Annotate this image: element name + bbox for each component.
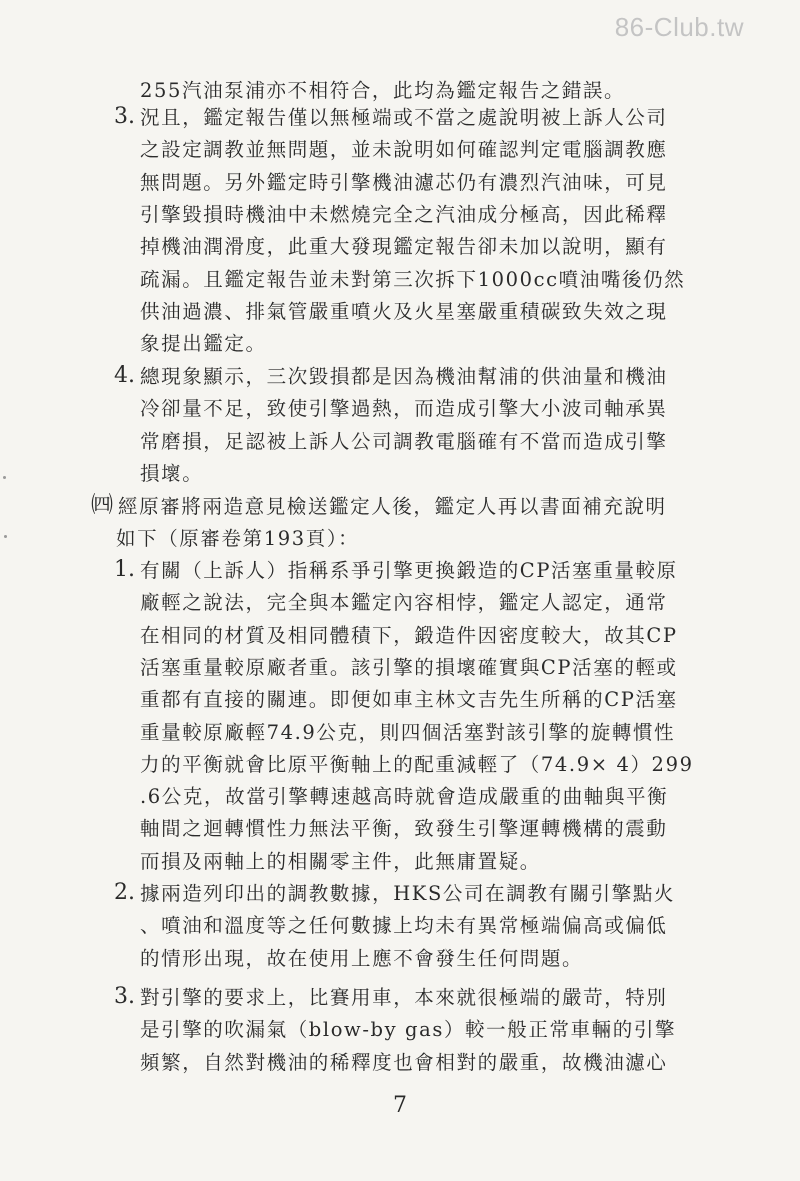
item4-line: 總現象顯示，三次毀損都是因為機油幫浦的供油量和機油 (140, 365, 668, 388)
item4-line: 冷卻量不足，致使引擎過熱，而造成引擎大小波司軸承異 (140, 397, 668, 421)
page-number: 7 (393, 1093, 407, 1118)
sub3-line: 頻繁，自然對機油的稀釋度也會相對的嚴重，故機油濾心 (140, 1050, 668, 1074)
item3-line: 掉機油潤滑度，此重大發現鑑定報告卻未加以說明，顯有 (140, 235, 668, 259)
sub2-line: 的情形出現，故在使用上應不會發生任何問題。 (140, 946, 584, 970)
item3-line: 引擎毀損時機油中未燃燒完全之汽油成分極高，因此稀釋 (140, 202, 668, 226)
sub1-line: 重都有直接的關連。即便如車主林文吉先生所稱的CP活塞 (140, 688, 678, 712)
item3-line: 象提出鑑定。 (140, 332, 267, 356)
sub2-marker: 2. (114, 880, 135, 905)
sub1-line: 在相同的材質及相同體積下，鍛造件因密度較大，故其CP (140, 623, 678, 647)
sec4-line: 經原審將兩造意見檢送鑑定人後，鑑定人再以書面補充說明 (118, 495, 667, 518)
item4-line: 損壞。 (140, 461, 204, 485)
item3-line: 無問題。另外鑑定時引擎機油濾芯仍有濃烈汽油味，可見 (140, 170, 668, 194)
sub1-line: 軸間之迴轉慣性力無法平衡，致發生引擎運轉機構的震動 (140, 817, 668, 841)
sub3-line: 是引擎的吹漏氣（blow-by gas）較一般正常車輛的引擎 (140, 1018, 677, 1042)
sec4-line: 如下（原審卷第193頁）： (116, 527, 360, 551)
sec4-marker: ㈣ (91, 493, 114, 518)
sub1-marker: 1. (114, 557, 135, 582)
sub1-line: 力的平衡就會比原平衡軸上的配重減輕了（74.9× 4）299 (140, 752, 694, 776)
site-watermark: 86-Club.tw (614, 12, 744, 42)
sub1-line: 而損及兩軸上的相關零主件，此無庸置疑。 (140, 849, 541, 873)
item4-line: 常磨損，足認被上訴人公司調教電腦確有不當而造成引擎 (140, 429, 668, 453)
sub1-line: 有關（上訴人）指稱系爭引擎更換鍛造的CP活塞重量較原 (140, 559, 678, 582)
sub2-line: 、噴油和溫度等之任何數據上均未有異常極端偏高或偏低 (140, 914, 668, 938)
scan-speck (3, 476, 6, 479)
sub1-line: 重量較原廠輕74.9公克，則四個活塞對該引擎的旋轉慣性 (140, 720, 676, 744)
item3-line: 之設定調教並無問題，並未說明如何確認判定電腦調教應 (140, 138, 668, 162)
item3-line: 況且，鑑定報告僅以無極端或不當之處說明被上訴人公司 (140, 106, 668, 129)
sub3-line: 對引擎的要求上，比賽用車，本來就很極端的嚴苛，特別 (140, 986, 668, 1009)
sub2-line: 據兩造列印出的調教數據，HKS公司在調教有關引擎點火 (140, 882, 676, 905)
item3-line: 供油過濃、排氣管嚴重噴火及火星塞嚴重積碳致失效之現 (140, 299, 668, 323)
item4-marker: 4. (114, 363, 135, 388)
item3-line: 疏漏。且鑑定報告並未對第三次拆下1000cc噴油嘴後仍然 (140, 267, 686, 291)
sub3-marker: 3. (114, 984, 135, 1009)
sub1-line: 活塞重量較原廠者重。該引擎的損壞確實與CP活塞的輕或 (140, 655, 678, 679)
cont-line: 255汽油泵浦亦不相符合，此均為鑑定報告之錯誤。 (140, 79, 626, 102)
item3-marker: 3. (114, 104, 135, 129)
scan-speck (4, 535, 7, 538)
sub1-line: .6公克，故當引擎轉速越高時就會造成嚴重的曲軸與平衡 (140, 785, 669, 809)
sub1-line: 廠輕之說法，完全與本鑑定內容相悖，鑑定人認定，通常 (140, 591, 668, 615)
